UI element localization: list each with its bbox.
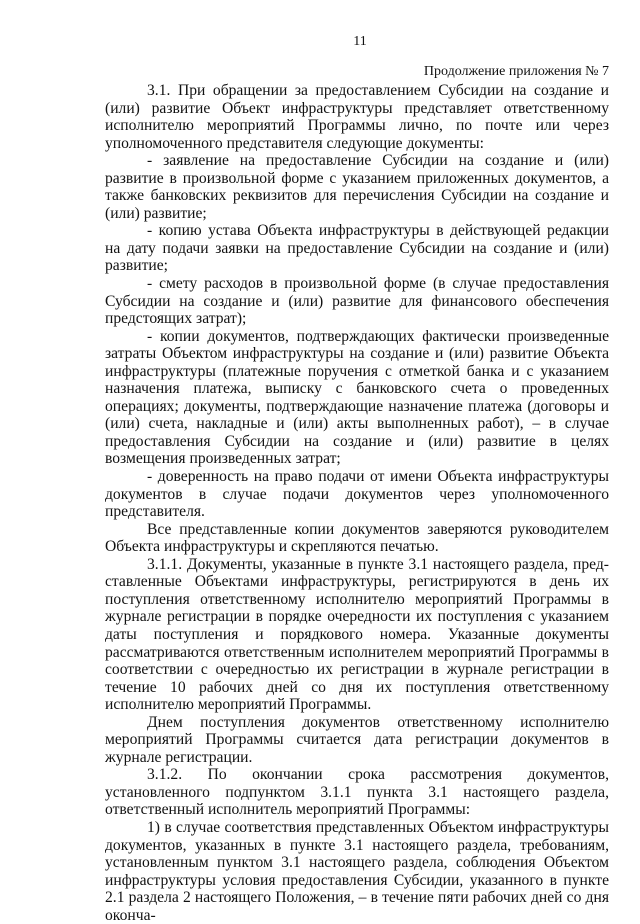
paragraph-3-1-2: 3.1.2. По окончании срока рассмотрения документов, установленного подпунктом 3.1.1 пункта 3.1 настоящего раздела, ответственный исполнитель мероприятий Программы: (105, 766, 609, 819)
paragraph-3-1: 3.1. При обращении за предоставлением Субсидии на создание и (или) развитие Объект инфраструктуры представляет ответственному исполнителю мероприятий Программы лично, по почте или через уполномоченного представителя следующие документы: (105, 82, 609, 152)
paragraph-item-1: 1) в случае соответствия представленных Объектом инфраструктуры документов, указанных в пункте 3.1 настоящего раздела, требованиям, установленным пунктом 3.1 настоящего раздела, соблюдения Объектом инфраструктуры условия предоставления Субсидии, указанного в пункте 2.1 раздела 2 настоящего Положения, – в течение пяти рабочих дней со дня оконча- (105, 818, 609, 924)
page-number: 11 (353, 34, 367, 49)
paragraph-certification: Все представленные копии документов заверяются руководителем Объекта инфраструктуры и скрепляются печатью. (105, 520, 609, 556)
list-item-expense-documents: - копии документов, подтверждающих фактически произведенные затраты Объектом инфраструктуры на создание и (или) развитие Объекта инфраструктуры (платежные поручения с отметкой банка и с указанием назначения платежа, выписку с банковского счета о проведенных операциях; документы, подтверждающие назначение платежа (договоры и (или) счета, накладные и (или) акты выполненных работ), – в случае предоставления Субсидии на создание и (или) развитие в целях возмещения произведенных затрат; (105, 327, 609, 468)
list-item-application: - заявление на предоставление Субсидии на создание и (или) развитие в произвольной форме с указанием приложенных документов, а также банковских реквизитов для перечисления Субсидии на создание и (или) развитие; (105, 152, 609, 222)
paragraph-receipt-date: Днем поступления документов ответственному исполнителю мероприятий Программы считается дата регистрации документов в журнале регистрации. (105, 713, 609, 766)
document-body (105, 82, 609, 924)
list-item-power-of-attorney: - доверенность на право подачи от имени Объекта инфраструктуры документов в случае подачи документов через уполномоченного представителя. (105, 468, 609, 521)
appendix-continuation-label: Продолжение приложения № 7 (423, 64, 609, 79)
paragraph-3-1-1: 3.1.1. Документы, указанные в пункте 3.1 настоящего раздела, представленные Объектами инфраструктуры, регистрируются в день их поступления ответственному исполнителю мероприятий Программы в журнале регистрации в порядке очередности их поступления с указанием даты поступления и порядкового номера. Указанные документы рассматриваются ответственным исполнителем мероприятий Программы в соответствии с очередностью их регистрации в журнале регистрации в течение 10 рабочих дней со дня их поступления ответственному исполнителю мероприятий Программы. (105, 555, 609, 714)
list-item-cost-estimate: - смету расходов в произвольной форме (в случае предоставления Субсидии на создание и (или) развитие для финансового обеспечения предстоящих затрат); (105, 275, 609, 328)
list-item-charter-copy: - копию устава Объекта инфраструктуры в действующей редакции на дату подачи заявки на предоставление Субсидии на создание и (или) развитие; (105, 222, 609, 275)
